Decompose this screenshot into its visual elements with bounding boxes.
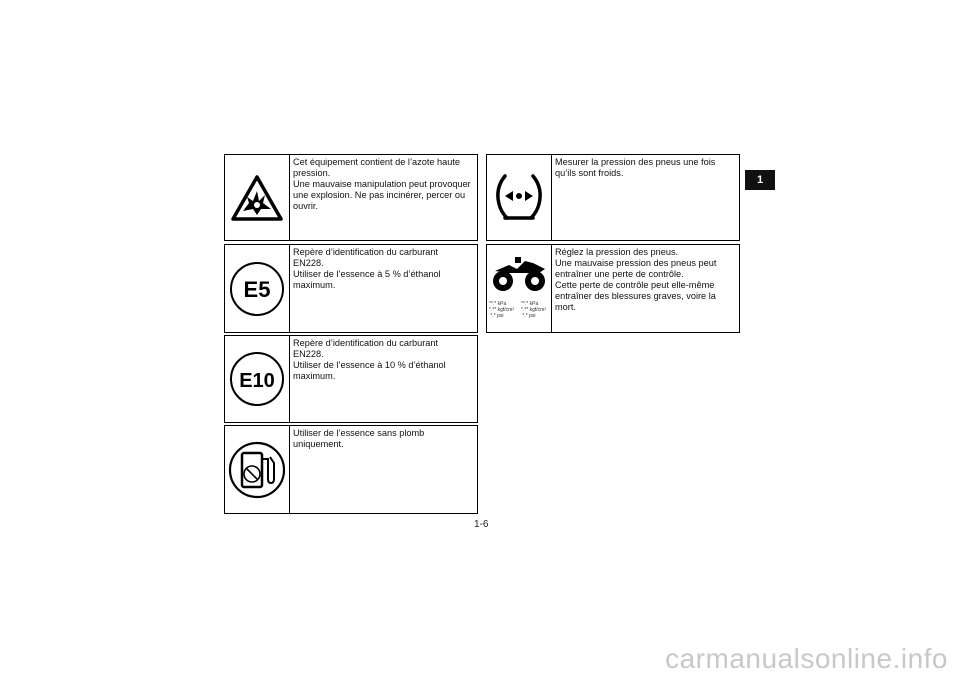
e10-fuel-icon bbox=[229, 351, 285, 407]
atv-tire-pressure-icon bbox=[489, 255, 549, 295]
label-text: Cet équipement contient de l’azote haute pression. Une mauvaise manipulation peut provoquer une explosion. Ne pas incinérer, percer ou ouvrir. bbox=[293, 157, 471, 211]
label-e5 bbox=[224, 244, 478, 333]
icon-cell bbox=[225, 426, 289, 513]
unleaded-fuel-pump-icon bbox=[228, 441, 286, 499]
label-tire-pressure-adjust bbox=[486, 244, 740, 333]
page-number: 1-6 bbox=[474, 519, 489, 530]
cell-divider bbox=[289, 336, 290, 422]
icon-cell bbox=[225, 336, 289, 422]
watermark: carmanualsonline.info bbox=[665, 643, 948, 674]
e5-text: E5 bbox=[243, 276, 271, 302]
label-text: Utiliser de l’essence sans plomb uniquement. bbox=[293, 428, 425, 449]
cell-divider bbox=[551, 155, 552, 240]
label-text: Mesurer la pression des pneus une fois qu’ils sont froids. bbox=[555, 157, 716, 178]
label-text: Repère d’identification du carburant EN228. Utiliser de l’essence à 5 % d’éthanol maximum. bbox=[293, 247, 441, 290]
label-e10 bbox=[224, 335, 478, 423]
label-tire-pressure-cold bbox=[486, 154, 740, 241]
e5-fuel-icon bbox=[229, 261, 285, 317]
tire-pressure-icon bbox=[491, 170, 547, 226]
pressure-front: **.* kPa *.** kgf/cm² *.* psi bbox=[489, 301, 515, 319]
label-explosion-warning bbox=[224, 154, 478, 241]
cell-divider bbox=[289, 245, 290, 332]
label-text: Repère d’identification du carburant EN228. Utiliser de l’essence à 10 % d’éthanol maximum. bbox=[293, 338, 446, 381]
cell-divider bbox=[551, 245, 552, 332]
cell-divider bbox=[289, 155, 290, 240]
icon-cell bbox=[225, 245, 289, 332]
label-unleaded bbox=[224, 425, 478, 514]
pressure-rear: **.* kPa *.** kgf/cm² *.* psi bbox=[521, 301, 547, 319]
label-text: Réglez la pression des pneus. Une mauvaise pression des pneus peut entraîner une perte de contrôle. Cette perte de contrôle peut elle-même entraîner des blessures graves, voire la mort. bbox=[555, 247, 717, 312]
icon-cell bbox=[487, 155, 551, 240]
chapter-tab[interactable]: 1 bbox=[745, 170, 775, 190]
explosion-warning-icon bbox=[231, 175, 283, 221]
e10-text: E10 bbox=[239, 370, 275, 392]
cell-divider bbox=[289, 426, 290, 513]
icon-cell bbox=[225, 155, 289, 240]
